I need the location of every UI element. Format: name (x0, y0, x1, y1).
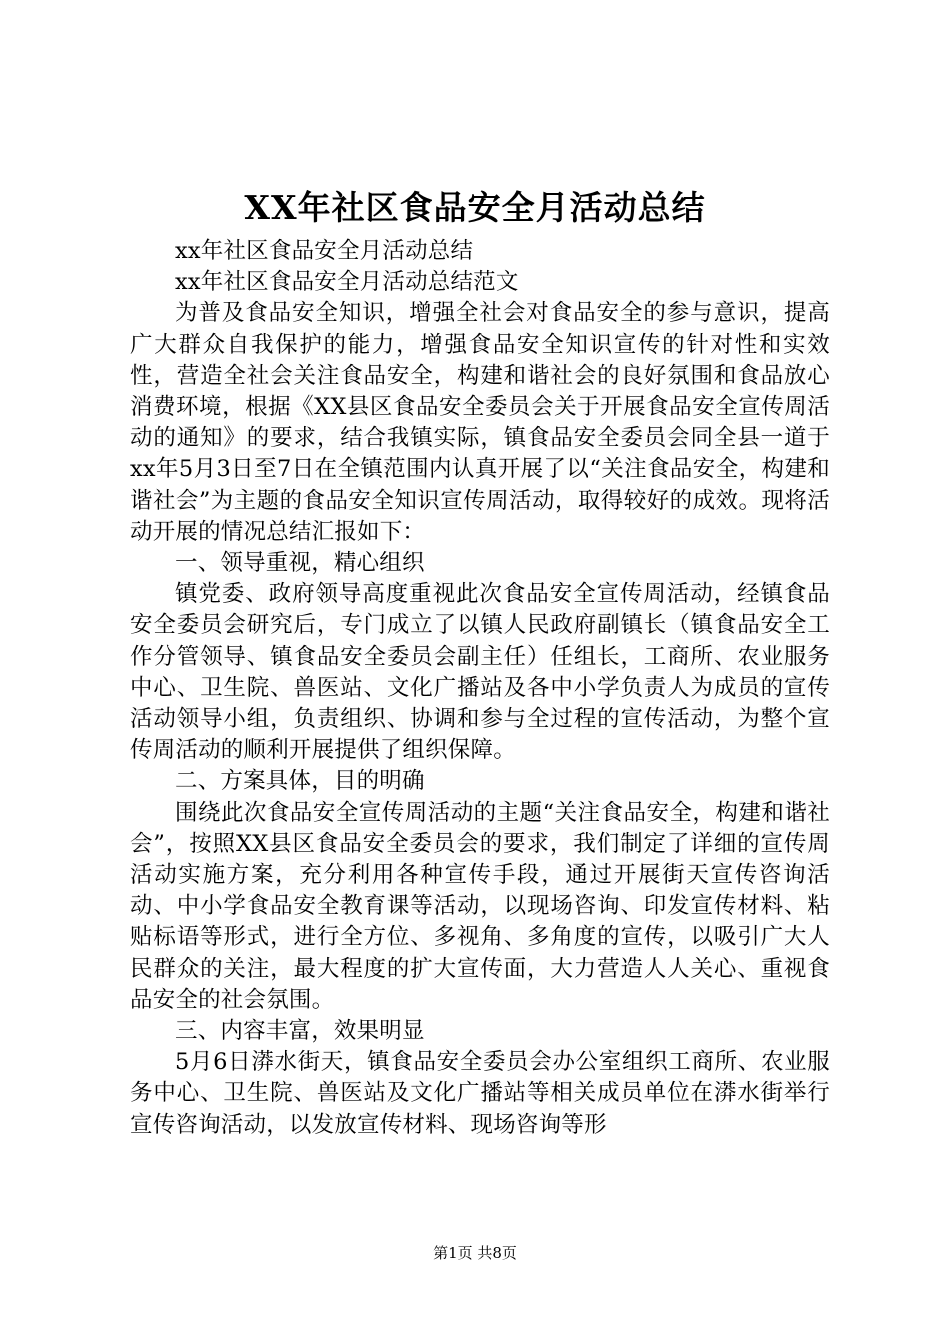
body-paragraph: 镇党委、政府领导高度重视此次食品安全宣传周活动，经镇食品安全委员会研究后，专门成立了以镇人民政府副镇长（镇食品安全工作分管领导、镇食品安全委员会副主任）任组长，工商所、农业服务中心、卫生院、兽医站、文化广播站及各中小学负责人为成员的宣传活动领导小组，负责组织、协调和参与全过程的宣传活动，为整个宣传周活动的顺利开展提供了组织保障。 (130, 581, 830, 764)
page-footer: 第1页 共8页 (433, 1244, 517, 1262)
document-body (130, 236, 830, 1141)
section-heading: 二、方案具体，目的明确 (175, 768, 425, 795)
body-paragraph: 5月6日漭水街天，镇食品安全委员会办公室组织工商所、农业服务中心、卫生院、兽医站及文化广播站等相关成员单位在漭水街举行宣传咨询活动，以发放宣传材料、现场咨询等形 (130, 1049, 830, 1138)
document-title: XX年社区食品安全月活动总结 (244, 188, 706, 227)
body-paragraph: 为普及食品安全知识，增强全社会对食品安全的参与意识，提高广大群众自我保护的能力，增强食品安全知识宣传的针对性和实效性，营造全社会关注食品安全，构建和谐社会的良好氛围和食品放心消费环境，根据《XX县区食品安全委员会关于开展食品安全宣传周活动的通知》的要求，结合我镇实际，镇食品安全委员会同全县一道于xx年5月3日至7日在全镇范围内认真开展了以“关注食品安全，构建和谐社会”为主题的食品安全知识宣传周活动，取得较好的成效。现将活动开展的情况总结汇报如下： (130, 300, 830, 545)
subtitle-line: xx年社区食品安全月活动总结范文 (175, 269, 519, 296)
section-heading: 三、内容丰富，效果明显 (175, 1018, 425, 1045)
body-paragraph: 围绕此次食品安全宣传周活动的主题“关注食品安全，构建和谐社会”，按照XX县区食品安全委员会的要求，我们制定了详细的宣传周活动实施方案，充分利用各种宣传手段，通过开展街天宣传咨询活动、中小学食品安全教育课等活动，以现场咨询、印发宣传材料、粘贴标语等形式，进行全方位、多视角、多角度的宣传，以吸引广大人民群众的关注，最大程度的扩大宣传面，大力营造人人关心、重视食品安全的社会氛围。 (130, 799, 830, 1013)
section-heading: 一、领导重视，精心组织 (175, 550, 425, 577)
subtitle-line: xx年社区食品安全月活动总结 (175, 238, 474, 264)
